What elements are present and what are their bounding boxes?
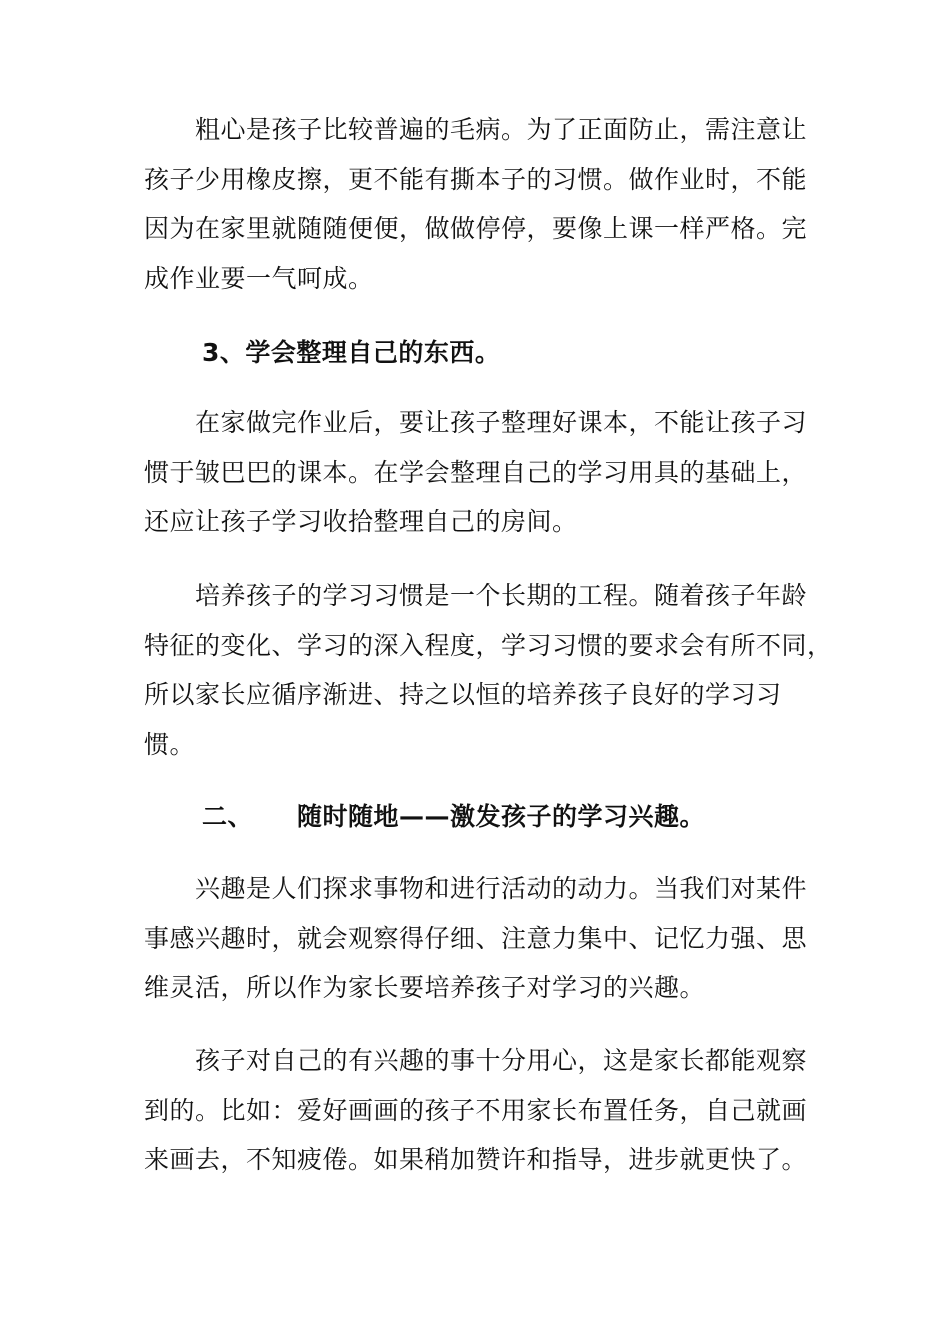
section-number: 二、 xyxy=(202,802,254,831)
paragraph xyxy=(144,105,814,303)
paragraph xyxy=(144,571,833,769)
paragraph-line: 所以家长应循序渐进、持之以恒的培养孩子良好的学习习 xyxy=(144,680,782,709)
paragraph-line: 孩子对自己的有兴趣的事十分用心，这是家长都能观察 xyxy=(195,1046,808,1075)
section-heading xyxy=(202,792,705,842)
paragraph-line: 事感兴趣时，就会观察得仔细、注意力集中、记忆力强、思 xyxy=(144,923,808,953)
paragraph-line: 在家做完作业后，要让孩子整理好课本，不能让孩子习 xyxy=(195,408,808,437)
paragraph-line: 维灵活，所以作为家长要培养孩子对学习的兴趣。 xyxy=(144,973,706,1002)
paragraph-line: 来画去，不知疲倦。如果稍加赞许和指导，进步就更快了。 xyxy=(144,1145,808,1174)
paragraph-line: 到的。比如：爱好画画的孩子不用家长布置任务，自己就画 xyxy=(144,1095,808,1125)
paragraph xyxy=(144,398,814,547)
paragraph-line: 还应让孩子学习收拾整理自己的房间。 xyxy=(144,507,578,536)
sub-heading: 3、学会整理自己的东西。 xyxy=(202,338,501,367)
paragraph-line: 特征的变化、学习的深入程度，学习习惯的要求会有所不同， xyxy=(144,630,833,660)
paragraph-line: 兴趣是人们探求事物和进行活动的动力。当我们对某件 xyxy=(195,874,808,903)
paragraph-line: 惯于皱巴巴的课本。在学会整理自己的学习用具的基础上， xyxy=(144,457,808,487)
section-title: 随时随地——激发孩子的学习兴趣。 xyxy=(297,802,706,831)
paragraph xyxy=(144,864,814,1013)
paragraph xyxy=(144,1036,814,1185)
paragraph-line: 成作业要一气呵成。 xyxy=(144,263,374,293)
paragraph-line: 惯。 xyxy=(144,729,196,759)
paragraph-line: 粗心是孩子比较普遍的毛病。为了正面防止，需注意让 xyxy=(195,115,808,144)
paragraph-line: 孩子少用橡皮擦，更不能有撕本子的习惯。做作业时，不能 xyxy=(144,164,808,194)
paragraph-line: 因为在家里就随随便便，做做停停，要像上课一样严格。完 xyxy=(144,214,808,243)
paragraph-line: 培养孩子的学习习惯是一个长期的工程。随着孩子年龄 xyxy=(195,581,808,610)
